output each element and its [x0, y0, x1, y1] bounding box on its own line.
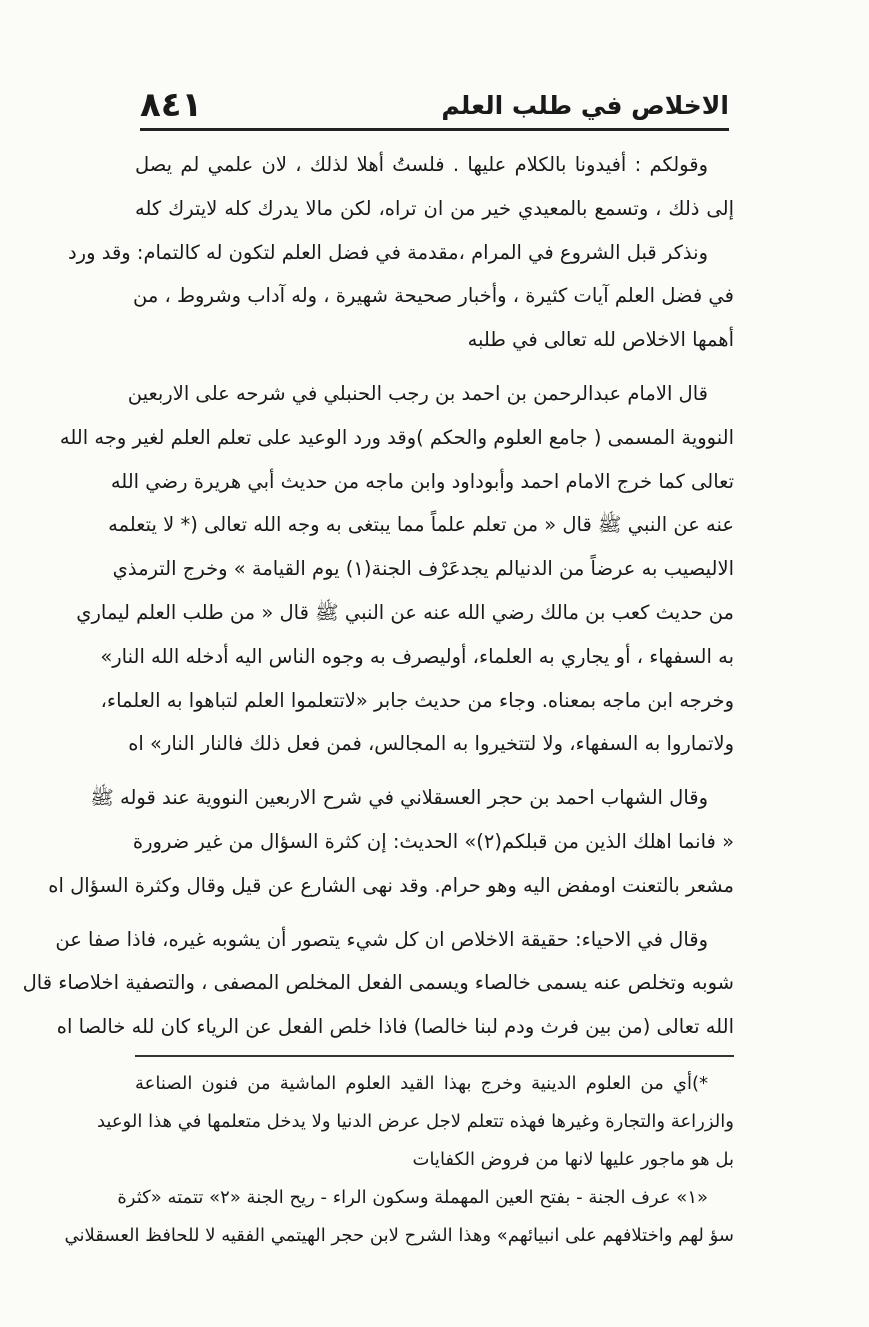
text-line: مشعر بالتعنت اومفض اليه وهو حرام. وقد نهى الشارع عن قيل وقال وكثرة السؤال اه [48, 873, 734, 897]
text-line: الاليصيب به عرضاً من الدنيالم يجدعَرْف الجنة(١) يوم القيامة » وخرج الترمذي [112, 557, 734, 581]
footnote-line: «١» عرف الجنة - بفتح العين المهملة وسكون الراء - ريح الجنة «٢» تتمته «كثرة [117, 1186, 708, 1208]
text-line: به السفهاء ، أو يجاري به العلماء، أوليصرف به وجوه الناس اليه أدخله الله النار» [100, 644, 734, 668]
text-line: عنه عن النبي ﷺ قال « من تعلم علماً مما يبتغى به وجه الله تعالى (* لا يتعلمه [108, 513, 734, 537]
header-rule [140, 128, 729, 131]
text-line: ونذكر قبل الشروع في المرام ،مقدمة في فضل العلم لتكون له كالتمام: وقد ورد [68, 240, 708, 264]
text-line: أهمها الاخلاص لله تعالى في طلبه [467, 328, 734, 352]
text-line: إلى ذلك ، وتسمع بالمعيدي خير من ان تراه، لكن مالا يدرك كله لايترك كله [135, 196, 734, 220]
text-line: وقال في الاحياء: حقيقة الاخلاص ان كل شيء يتصور أن يشوبه غيره، فاذا صفا عن [55, 927, 708, 951]
text-line: في فضل العلم آيات كثيرة ، وأخبار صحيحة شهيرة ، وله آداب وشروط ، من [133, 284, 734, 308]
text-line: وقال الشهاب احمد بن حجر العسقلاني في شرح الاربعين النووية عند قوله ﷺ [90, 786, 708, 810]
text-line: من حديث كعب بن مالك رضي الله عنه عن النبي ﷺ قال « من طلب العلم ليماري [76, 600, 734, 624]
paragraph [48, 776, 734, 907]
footnote-line: بل هو ماجور عليها لانها من فروض الكفايات [412, 1148, 734, 1170]
text-line: الله تعالى (من بين فرث ودم لبنا خالصا) فاذا خلص الفعل عن الرياء كان لله خالصا اه [56, 1015, 734, 1039]
text-line: قال الامام عبدالرحمن بن احمد بن رجب الحنبلي في شرحه على الاربعين [127, 381, 708, 405]
footnotes [64, 1065, 734, 1255]
running-header-title: الاخلاص في طلب العلم [441, 90, 729, 120]
paragraph [22, 918, 734, 1049]
text-line: شوبه وتخلص عنه يسمى خالصاء ويسمى الفعل المخلص المصفى ، والتصفية اخلاصاء قال [22, 971, 734, 995]
text-line: تعالى كما خرج الامام احمد وأبوداود وابن ماجه من حديث أبي هريرة رضي الله [110, 469, 734, 493]
page-number: ٨٤١ [140, 85, 203, 125]
main-text [22, 143, 734, 1255]
text-line: وخرجه ابن ماجه بمعناه. وجاء من حديث جابر «لاتتعلموا العلم لتباهوا به العلماء، [100, 688, 734, 712]
text-line: « فانما اهلك الذين من قبلكم(٢)» الحديث: إن كثرة السؤال من غير ضرورة [132, 829, 734, 853]
footnote-line: والزراعة والتجارة وغيرها فهذه تتعلم لاجل عرض الدنيا ولا يدخل متعلمها في هذا الوعيد [96, 1110, 734, 1132]
text-line: النووية المسمى ( جامع العلوم والحكم )وقد ورد الوعيد على تعلم العلم لغير وجه الله [59, 425, 734, 449]
text-line: ولاتماروا به السفهاء، ولا لتتخيروا به المجالس، فمن فعل ذلك فالنار النار» اه [128, 732, 734, 756]
footnote [64, 1179, 734, 1255]
footnote-line: *)أي من العلوم الدينية وخرج بهذا القيد العلوم الماشية من فنون الصناعة [135, 1072, 708, 1094]
paragraph [68, 143, 734, 362]
text-line: وقولكم : أفيدونا بالكلام عليها . فلستُ أهلا لذلك ، لان علمي لم يصل [135, 153, 708, 176]
footnote-rule [135, 1055, 734, 1057]
footnote [96, 1065, 734, 1179]
paragraph [59, 372, 734, 766]
footnote-line: سؤ لهم واختلافهم على انبيائهم» وهذا الشرح لابن حجر الهيتمي الفقيه لا للحافظ العسقلاني [64, 1224, 734, 1246]
running-header [140, 82, 729, 128]
